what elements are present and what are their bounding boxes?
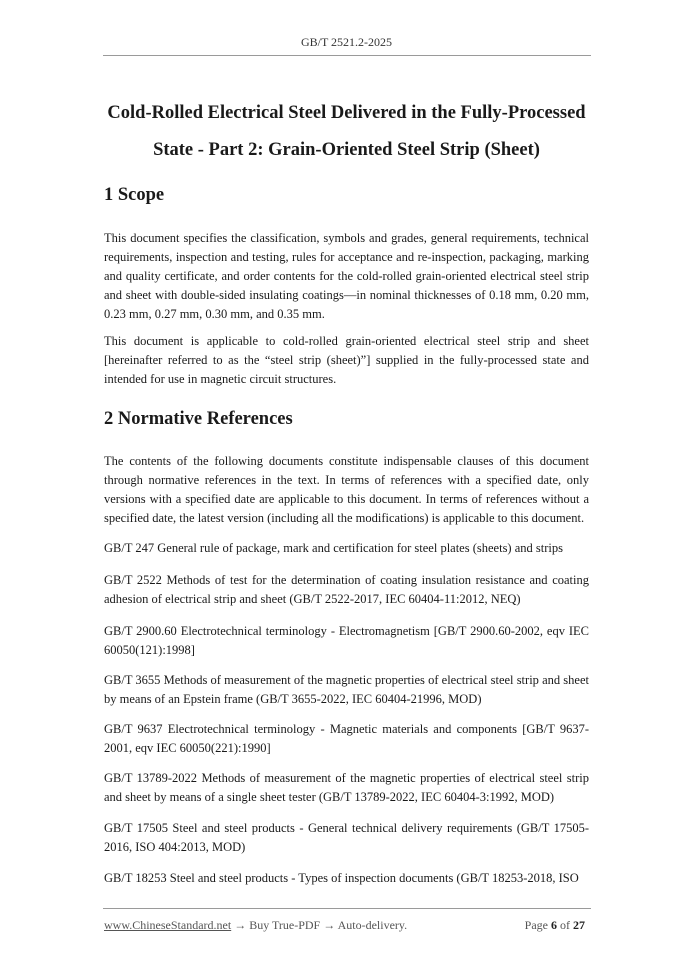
reference-item-gbt-13789: GB/T 13789-2022 Methods of measurement of the magnetic properties of electrical steel strip and sheet by means of a single sheet tester (GB/T 13789-2022, IEC 60404-3:1992, MOD) <box>104 771 589 804</box>
page-number <box>525 918 585 933</box>
document-title <box>60 95 633 169</box>
reference-item-gbt-2522: GB/T 2522 Methods of test for the determination of coating insulation resistance and coating adhesion of electrical strip and sheet (GB/T 2522-2017, IEC 60404-11:2012, NEQ) <box>104 573 589 606</box>
references-intro-paragraph: The contents of the following documents constitute indispensable clauses of this document through normative references in the text. In terms of references with a specified date, only versions with a specified date are applicable to this document. In terms of references without a specified date, the latest version (including all the modifications) is applicable to this document. <box>104 454 589 525</box>
reference-item-gbt-3655: GB/T 3655 Methods of measurement of the magnetic properties of electrical steel strip and sheet by means of an Epstein frame (GB/T 3655-2022, IEC 60404-21996, MOD) <box>104 673 589 706</box>
header-divider <box>103 55 591 56</box>
reference-item-gbt-17505: GB/T 17505 Steel and steel products - General technical delivery requirements (GB/T 17505-2016, ISO 404:2013, MOD) <box>104 821 589 854</box>
reference-item-gbt-2900-60: GB/T 2900.60 Electrotechnical terminology - Electromagnetism [GB/T 2900.60-2002, eqv IEC 60050(121):1998] <box>104 624 589 657</box>
arrow-right-icon: → <box>323 918 336 932</box>
buy-true-pdf-text: Buy True-PDF <box>249 918 321 932</box>
reference-item-gbt-247: GB/T 247 General rule of package, mark and certification for steel plates (sheets) and strips <box>104 541 563 555</box>
scope-paragraph-1: This document specifies the classification, symbols and grades, general requirements, technical requirements, inspection and testing, rules for acceptance and re-inspection, packaging, marking and quality certificate, and order contents for the cold-rolled grain-oriented electrical steel strip and sheet with double-sided insulating coatings—in nominal thicknesses of 0.18 mm, 0.20 mm, 0.23 mm, 0.27 mm, 0.30 mm, and 0.35 mm. <box>104 231 589 321</box>
auto-delivery-text: Auto-delivery. <box>337 918 408 932</box>
section-heading-normative-references: 2 Normative References <box>104 409 293 429</box>
site-link[interactable]: www.ChineseStandard.net <box>104 918 232 932</box>
title-line-2: State - Part 2: Grain-Oriented Steel Strip (Sheet) <box>153 140 540 160</box>
page-header-doc-id: GB/T 2521.2-2025 <box>300 35 393 49</box>
page-total: 27 <box>573 918 585 932</box>
title-line-1: Cold-Rolled Electrical Steel Delivered in the Fully-Processed <box>107 103 586 123</box>
page-of-label: of <box>560 918 570 932</box>
scope-paragraph-2: This document is applicable to cold-rolled grain-oriented electrical steel strip and sheet [hereinafter referred to as the “steel strip (sheet)”] supplied in the fully-processed state and intended for use in magnetic circuit structures. <box>104 334 589 386</box>
footer-links <box>104 918 407 933</box>
footer-divider <box>103 908 591 909</box>
reference-item-gbt-9637: GB/T 9637 Electrotechnical terminology - Magnetic materials and components [GB/T 9637-2001, eqv IEC 60050(221):1990] <box>104 722 589 755</box>
page-label: Page <box>524 918 548 932</box>
page-current: 6 <box>551 918 557 932</box>
reference-item-gbt-18253: GB/T 18253 Steel and steel products - Types of inspection documents (GB/T 18253-2018, ISO <box>104 871 579 885</box>
arrow-right-icon: → <box>234 918 247 932</box>
section-heading-scope: 1 Scope <box>104 185 165 205</box>
